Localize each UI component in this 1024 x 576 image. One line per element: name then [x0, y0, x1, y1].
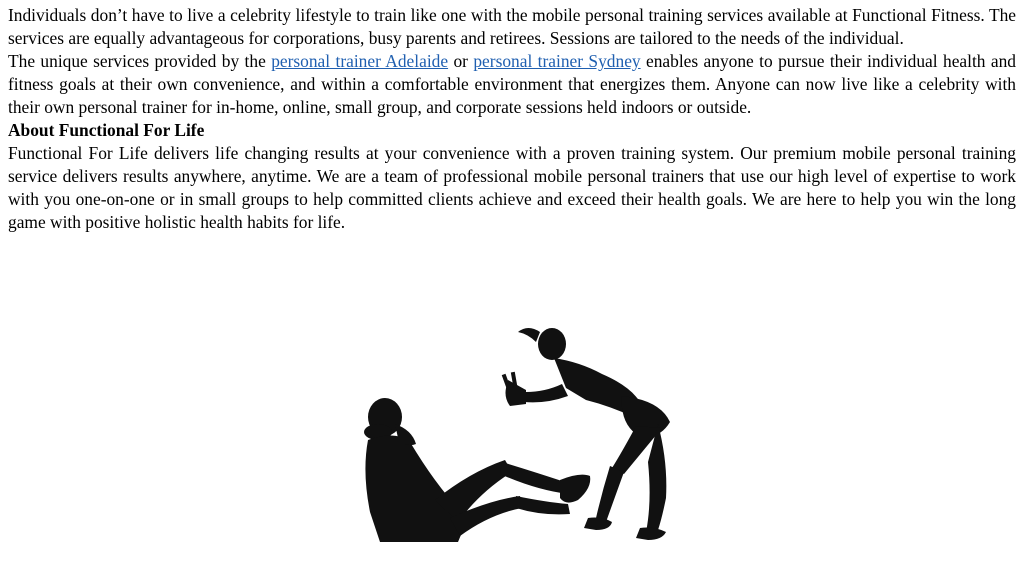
intro-paragraph: Individuals don’t have to live a celebrity lifestyle to train like one with the mobile personal training services available at Functional Fitness. The services are equally advantageous for corporations, busy parents and retirees. Sessions are tailored to the needs of the individual. [8, 5, 1016, 48]
services-connector-text: or [448, 51, 474, 71]
about-heading: About Functional For Life [8, 120, 205, 140]
personal-trainer-sydney-link[interactable]: personal trainer Sydney [473, 51, 641, 71]
article-body [8, 4, 1016, 234]
personal-trainer-adelaide-link[interactable]: personal trainer Adelaide [271, 51, 449, 71]
personal-training-silhouette-icon [340, 322, 690, 542]
services-rest-text: enables anyone to pursue their individual health and fitness goals at their own convenience, and within a comfortable environment that energizes them. Anyone can now live like a celebrity with their own personal trainer for in-home, online, small group, and corporate sessions held indoors or outside. [8, 51, 1016, 117]
training-photo [340, 322, 690, 542]
services-lead-text: The unique services provided by the [8, 51, 272, 71]
services-paragraph [8, 50, 1016, 119]
about-paragraph: Functional For Life delivers life changing results at your convenience with a proven training system. Our premium mobile personal training service delivers results anywhere, anytime. We are a team of professional mobile personal trainers that use our high level of expertise to work with you one-on-one or in small groups to help committed clients achieve and exceed their health goals. We are here to help you win the long game with positive holistic health habits for life. [8, 143, 1016, 232]
